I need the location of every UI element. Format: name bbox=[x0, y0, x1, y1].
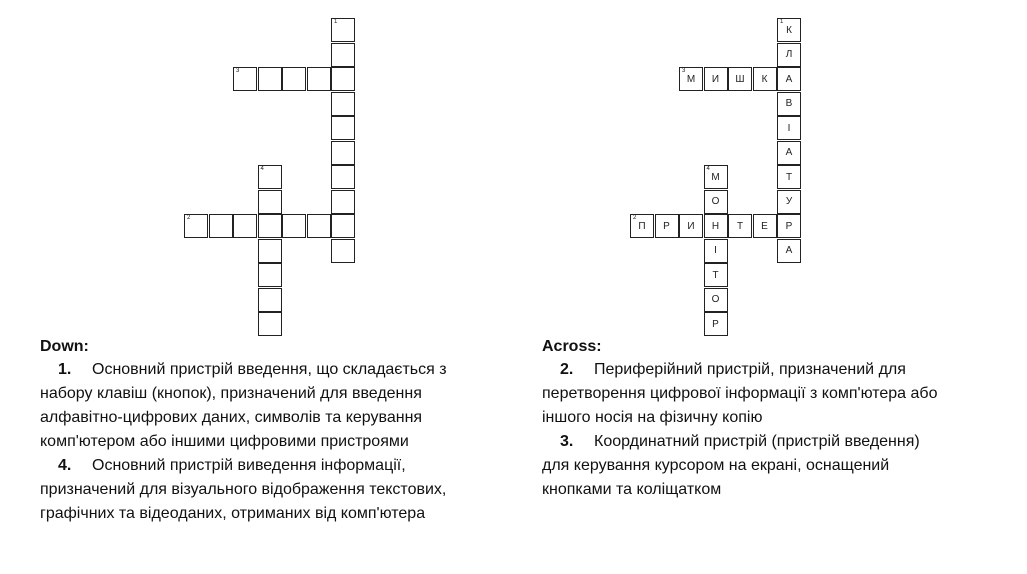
crossword-cell bbox=[753, 67, 777, 91]
crossword-cell bbox=[704, 165, 728, 189]
crossword-cell bbox=[331, 190, 355, 214]
cell-letter: П bbox=[638, 220, 646, 232]
crossword-cell bbox=[777, 67, 801, 91]
crossword-cell bbox=[777, 18, 801, 42]
across-clue-3 bbox=[542, 430, 1002, 502]
clue-text: алфавітно-цифрових даних, символів та керування bbox=[40, 409, 423, 426]
clue-number: 4. bbox=[58, 457, 72, 474]
crossword-cell bbox=[655, 214, 679, 238]
crossword-cell bbox=[258, 67, 282, 91]
clue-text: іншого носія на фізичну копію bbox=[542, 409, 763, 426]
cell-letter: А bbox=[785, 147, 793, 158]
cell-letter: М bbox=[686, 73, 696, 85]
crossword-cell bbox=[777, 190, 801, 214]
cell-letter: Ш bbox=[735, 73, 745, 85]
cell-letter: И bbox=[687, 220, 695, 232]
crossword-cell bbox=[704, 67, 728, 91]
crossword-cell bbox=[777, 141, 801, 165]
crossword-cell bbox=[331, 43, 355, 67]
crossword-cell bbox=[331, 141, 355, 165]
crossword-cell bbox=[777, 116, 801, 140]
crossword-cell bbox=[209, 214, 233, 238]
clue-text: графічних та відеоданих, отриманих від комп'ютера bbox=[40, 505, 426, 522]
clue-text: Основний пристрій введення, що складається з bbox=[92, 361, 447, 378]
crossword-cell bbox=[307, 67, 331, 91]
clue-text: комп'ютером або іншими цифровими пристроями bbox=[40, 433, 409, 450]
crossword-cell bbox=[282, 67, 306, 91]
cell-number: 2 bbox=[633, 215, 637, 221]
cell-letter: Р bbox=[712, 318, 719, 330]
cell-letter: Л bbox=[785, 49, 793, 60]
crossword-cell bbox=[331, 18, 355, 42]
cell-letter: І bbox=[714, 245, 717, 256]
cell-letter: Р bbox=[663, 220, 670, 232]
cell-letter: О bbox=[711, 196, 720, 207]
crossword-cell bbox=[331, 92, 355, 116]
cell-letter: А bbox=[785, 73, 793, 85]
crossword-cell bbox=[679, 67, 703, 91]
crossword-cell bbox=[258, 214, 282, 238]
crossword-cell bbox=[704, 288, 728, 312]
crossword-cell bbox=[331, 214, 355, 238]
cell-letter: І bbox=[787, 122, 791, 134]
cell-letter: К bbox=[786, 24, 792, 36]
cell-letter: Т bbox=[785, 171, 793, 183]
down-heading: Down: bbox=[40, 338, 89, 355]
crossword-cell bbox=[777, 214, 801, 238]
across-heading: Across: bbox=[542, 338, 602, 355]
down-clue-1 bbox=[40, 358, 510, 454]
cell-number: 4 bbox=[706, 166, 710, 172]
down-clues bbox=[40, 336, 510, 526]
crossword-cell bbox=[233, 67, 257, 91]
cell-number: 1 bbox=[780, 19, 784, 25]
crossword-cell bbox=[777, 239, 801, 263]
crossword-cell bbox=[307, 214, 331, 238]
crossword-cell bbox=[331, 116, 355, 140]
crossword-cell bbox=[258, 263, 282, 287]
clue-number: 1. bbox=[58, 361, 72, 378]
crossword-cell bbox=[331, 67, 355, 91]
crossword-cell bbox=[704, 263, 728, 287]
cell-letter: М bbox=[711, 171, 720, 183]
crossword-cell bbox=[704, 214, 728, 238]
cell-letter: У bbox=[785, 196, 793, 207]
crossword-cell bbox=[777, 92, 801, 116]
clue-text: кнопками та коліщатком bbox=[542, 481, 722, 498]
crossword-cell bbox=[331, 165, 355, 189]
crossword-cell bbox=[704, 190, 728, 214]
cell-letter: К bbox=[761, 73, 768, 85]
crossword-cell bbox=[753, 214, 777, 238]
clue-text: призначений для візуального відображення текстових, bbox=[40, 481, 447, 498]
crossword-cell bbox=[258, 165, 282, 189]
cell-letter: А bbox=[785, 245, 793, 256]
cell-letter: И bbox=[711, 73, 720, 85]
crossword-cell bbox=[258, 239, 282, 263]
cell-number: 2 bbox=[187, 215, 191, 221]
crossword-cell bbox=[728, 67, 752, 91]
crossword-cell bbox=[258, 190, 282, 214]
clue-text: Основний пристрій виведення інформації, bbox=[92, 457, 406, 474]
cell-number: 3 bbox=[236, 68, 240, 74]
crossword-cell bbox=[331, 239, 355, 263]
clue-number: 2. bbox=[560, 361, 574, 378]
crossword-cell bbox=[184, 214, 208, 238]
crossword-cell bbox=[258, 312, 282, 336]
clue-text: перетворення цифрової інформації з комп'ютера або bbox=[542, 385, 938, 402]
crossword-cell bbox=[704, 239, 728, 263]
cell-letter: О bbox=[711, 294, 720, 305]
clue-text: набору клавіш (кнопок), призначений для введення bbox=[40, 385, 422, 402]
cell-letter: Т bbox=[712, 269, 719, 281]
cell-number: 4 bbox=[260, 166, 264, 172]
cell-letter: Е bbox=[761, 220, 768, 232]
cell-letter: Р bbox=[785, 220, 793, 232]
crossword-cell bbox=[282, 214, 306, 238]
crossword-cell bbox=[728, 214, 752, 238]
crossword-cell bbox=[777, 43, 801, 67]
down-clue-4 bbox=[40, 454, 510, 526]
crossword-cell bbox=[777, 165, 801, 189]
crossword-cell bbox=[704, 312, 728, 336]
cell-number: 3 bbox=[682, 68, 686, 74]
cell-letter: Т bbox=[736, 220, 744, 232]
cell-letter: Н bbox=[711, 220, 720, 232]
crossword-cell bbox=[233, 214, 257, 238]
clue-text: для керування курсором на екрані, оснащений bbox=[542, 457, 890, 474]
crossword-cell bbox=[679, 214, 703, 238]
crossword-cell bbox=[258, 288, 282, 312]
clue-number: 3. bbox=[560, 433, 574, 450]
crossword-cell bbox=[630, 214, 654, 238]
cell-number: 1 bbox=[334, 19, 338, 25]
across-clues bbox=[542, 336, 1002, 502]
clue-text: Периферійний пристрій, призначений для bbox=[594, 361, 906, 378]
across-clue-2 bbox=[542, 358, 1002, 430]
clue-text: Координатний пристрій (пристрій введення) bbox=[594, 433, 920, 450]
cell-letter: В bbox=[785, 98, 793, 109]
